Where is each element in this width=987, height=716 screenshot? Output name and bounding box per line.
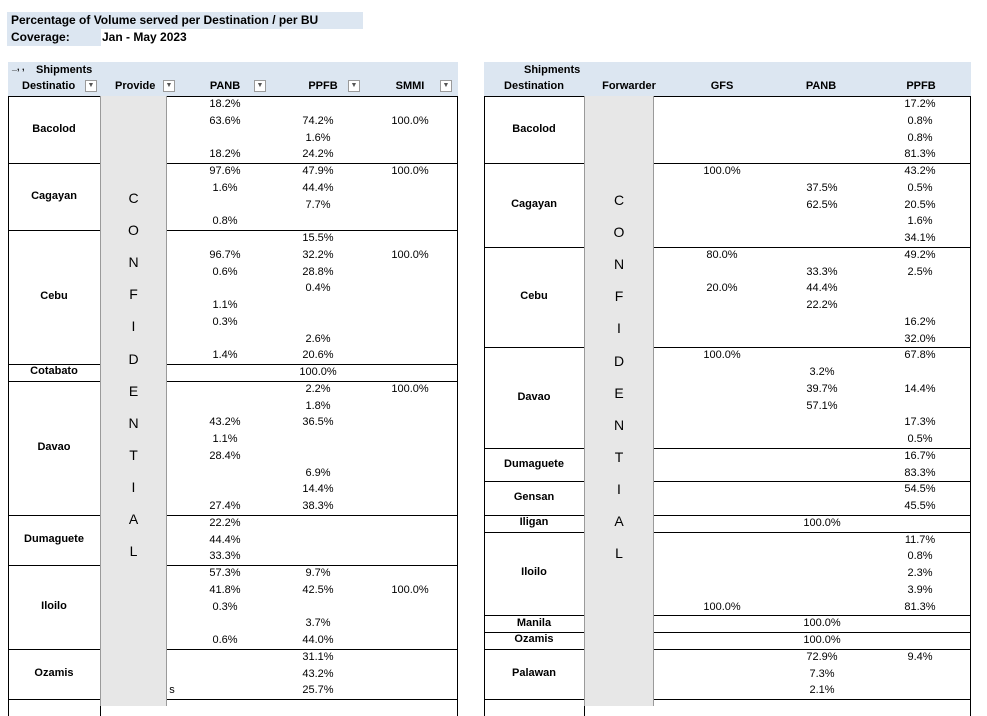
percentage-value: 0.4% (305, 282, 331, 295)
percentage-value: 0.8% (907, 114, 933, 127)
destination-label: Iloilo (521, 566, 547, 579)
group-divider (8, 649, 458, 650)
percentage-value: 36.5% (302, 416, 334, 429)
destination-label: Davao (37, 440, 71, 453)
destination-label: Cebu (40, 290, 68, 302)
percentage-value: 2.3% (907, 567, 933, 579)
percentage-value: 11.7% (904, 533, 936, 546)
percentage-value: 2.2% (305, 382, 331, 395)
percentage-value: 2.5% (907, 265, 933, 278)
percentage-value: 1.8% (305, 399, 331, 412)
percentage-value: 18.2% (209, 148, 241, 161)
percentage-value: 44.0% (302, 634, 334, 646)
confidential-letter: N (613, 416, 625, 433)
coverage-label: Coverage: (7, 29, 101, 46)
percentage-value: 42.5% (302, 583, 334, 596)
column-header-smmi: SMMI (395, 80, 425, 92)
confidential-letter: I (131, 478, 136, 495)
percentage-value: 81.3% (904, 600, 936, 613)
percentage-value: 7.7% (305, 198, 331, 211)
column-divider (8, 96, 9, 716)
truncated-prefix: _, , (12, 62, 25, 72)
percentage-value: 1.1% (212, 433, 238, 445)
percentage-value: 32.2% (302, 248, 334, 261)
percentage-value: 0.5% (907, 433, 933, 445)
percentage-value: 22.2% (209, 516, 241, 529)
destination-label: Cotabato (30, 365, 78, 378)
confidential-letter: L (129, 543, 138, 560)
confidential-letter: I (617, 320, 621, 337)
percentage-value: 54.5% (904, 483, 936, 496)
percentage-value: 16.7% (904, 449, 936, 462)
destination-label: Bacolod (512, 122, 556, 135)
percentage-value: 7.3% (809, 667, 835, 680)
percentage-value: 100.0% (391, 382, 429, 395)
column-header-provide: Provide (115, 80, 156, 92)
destination-label: Cebu (520, 290, 548, 302)
percentage-value: 43.2% (302, 667, 334, 680)
percentage-value: 80.0% (706, 248, 738, 261)
percentage-value: 43.2% (904, 165, 936, 177)
percentage-value: 74.2% (302, 114, 334, 127)
percentage-value: 14.4% (904, 382, 936, 395)
percentage-value: 0.3% (212, 600, 238, 613)
percentage-value: 1.1% (212, 299, 238, 311)
percentage-value: 27.4% (209, 500, 241, 512)
column-divider (457, 96, 458, 716)
percentage-value: 72.9% (806, 650, 838, 663)
confidential-letter: N (128, 254, 139, 271)
confidential-letter: D (613, 352, 625, 369)
percentage-value: 0.8% (212, 215, 238, 228)
percentage-value: 31.1% (302, 650, 334, 663)
confidential-letter: O (613, 224, 625, 241)
percentage-value: 100.0% (703, 165, 741, 177)
destination-label: Dumaguete (24, 532, 84, 545)
percentage-value: 100.0% (703, 349, 741, 362)
percentage-value: 25.7% (302, 684, 334, 697)
percentage-value: 33.3% (806, 265, 838, 278)
filter-dropdown-icon[interactable]: ▼ (254, 80, 266, 92)
confidential-letter: N (613, 256, 625, 273)
confidential-letter: A (128, 511, 139, 527)
confidential-letter: N (128, 414, 139, 431)
coverage-value: Jan - May 2023 (102, 30, 187, 44)
percentage-value: 3.2% (809, 366, 835, 378)
percentage-value: 9.7% (305, 567, 331, 579)
percentage-value: 0.8% (907, 550, 933, 563)
confidential-letter: O (128, 222, 139, 239)
left-pivot-table (8, 62, 458, 716)
percentage-value: 15.5% (302, 232, 334, 244)
percentage-value: 44.4% (806, 282, 838, 295)
percentage-value: 6.9% (305, 466, 331, 479)
destination-label: Ozamis (514, 633, 554, 646)
destination-label: Iloilo (41, 599, 67, 612)
destination-label: Dumaguete (504, 457, 564, 470)
column-header-forwarder: Forwarder (602, 80, 656, 92)
column-header-destination: Destination (504, 80, 564, 92)
destination-label: Iligan (519, 516, 549, 529)
percentage-value: 63.6% (209, 114, 241, 127)
percentage-value: 33.3% (209, 550, 241, 563)
column-divider (970, 96, 971, 716)
confidential-letter: T (614, 448, 624, 465)
percentage-value: 100.0% (391, 248, 429, 261)
confidential-letter: E (128, 382, 139, 399)
percentage-value: 100.0% (391, 165, 429, 177)
destination-label: Bacolod (32, 122, 76, 135)
column-header-ppfb: PPFB (308, 80, 338, 92)
percentage-value: 22.2% (806, 299, 838, 311)
percentage-value: 57.3% (209, 567, 241, 579)
confidential-letter: T (129, 446, 138, 463)
destination-label: Gensan (513, 491, 555, 503)
percentage-value: 17.2% (904, 98, 936, 110)
confidential-letter: F (614, 288, 624, 305)
confidential-overlay (584, 96, 654, 706)
percentage-value: 1.4% (212, 349, 238, 362)
percentage-value: 44.4% (302, 181, 334, 194)
percentage-value: 20.5% (904, 198, 936, 211)
filter-dropdown-icon[interactable]: ▼ (440, 80, 452, 92)
column-header-destinatio: Destinatio (22, 80, 76, 92)
percentage-value: 39.7% (806, 382, 838, 395)
percentage-value: 34.1% (904, 232, 936, 244)
percentage-value: 32.0% (904, 332, 936, 345)
destination-label: Palawan (511, 666, 557, 679)
percentage-value: 81.3% (904, 148, 936, 161)
confidential-letter: D (128, 350, 139, 367)
percentage-value: 100.0% (803, 617, 841, 630)
percentage-value: 47.9% (302, 165, 334, 177)
group-divider (8, 230, 458, 231)
filter-dropdown-icon[interactable]: ▼ (348, 80, 360, 92)
confidential-letter: I (617, 480, 621, 497)
report-title: Percentage of Volume served per Destination / per BU (7, 12, 363, 29)
percentage-value: 67.8% (904, 349, 936, 362)
percentage-value: 100.0% (803, 634, 841, 646)
percentage-value: 1.6% (212, 181, 238, 194)
percentage-value: 41.8% (209, 583, 241, 596)
destination-label: Ozamis (34, 666, 74, 679)
group-divider (8, 699, 458, 700)
percentage-value: 20.6% (302, 349, 334, 362)
group-divider (484, 699, 971, 700)
percentage-value: 0.3% (212, 315, 238, 328)
percentage-value: 0.5% (907, 181, 933, 194)
percentage-value: 83.3% (904, 466, 936, 479)
confidential-letter: L (615, 545, 623, 562)
percentage-value: 100.0% (391, 583, 429, 596)
percentage-value: 100.0% (803, 516, 841, 529)
column-header-panb: PANB (209, 80, 241, 92)
percentage-value: 2.6% (305, 332, 331, 345)
percentage-value: 28.4% (209, 449, 241, 462)
percentage-value: 43.2% (209, 416, 241, 429)
percentage-value: 24.2% (302, 148, 334, 161)
percentage-value: 0.8% (907, 131, 933, 144)
percentage-value: 97.6% (209, 165, 241, 177)
percentage-value: 100.0% (299, 366, 337, 378)
percentage-value: 1.6% (305, 131, 331, 144)
confidential-letter: F (129, 286, 138, 303)
percentage-value: 14.4% (302, 483, 334, 496)
percentage-value: 28.8% (302, 265, 334, 278)
column-divider (484, 96, 485, 716)
column-header-panb: PANB (805, 80, 837, 92)
percentage-value: 49.2% (904, 248, 936, 261)
percentage-value: 100.0% (703, 600, 741, 613)
right-pivot-table (484, 62, 971, 716)
confidential-letter: C (128, 190, 139, 206)
percentage-value: 3.9% (907, 583, 933, 596)
shipments-group-label: Shipments (36, 64, 93, 76)
confidential-letter: A (614, 513, 624, 529)
percentage-value: 1.6% (907, 215, 933, 228)
percentage-value: 2.1% (809, 684, 835, 697)
percentage-value: 20.0% (706, 282, 738, 295)
confidential-overlay (100, 96, 167, 706)
percentage-value: 3.7% (305, 617, 331, 630)
percentage-value: 100.0% (391, 114, 429, 127)
percentage-value: 38.3% (302, 500, 334, 512)
filter-dropdown-icon[interactable]: ▼ (85, 80, 97, 92)
shipments-group-label: Shipments (524, 64, 581, 76)
percentage-value: 45.5% (904, 500, 936, 512)
destination-label: Cagayan (31, 189, 77, 202)
confidential-letter: C (613, 192, 625, 208)
destination-label: Davao (517, 390, 551, 403)
confidential-letter: I (131, 318, 136, 335)
percentage-value: 17.3% (904, 416, 936, 429)
percentage-value: 37.5% (806, 181, 838, 194)
column-header-gfs: GFS (710, 80, 734, 92)
destination-label: Cagayan (511, 197, 557, 210)
destination-label: Manila (516, 616, 552, 629)
percentage-value: 44.4% (209, 533, 241, 546)
filter-dropdown-icon[interactable]: ▼ (163, 80, 175, 92)
percentage-value: 9.4% (907, 650, 933, 663)
percentage-value: 57.1% (806, 399, 838, 412)
percentage-value: 0.6% (212, 634, 238, 646)
percentage-value: 16.2% (904, 315, 936, 328)
percentage-value: 0.6% (212, 265, 238, 278)
percentage-value: 62.5% (806, 198, 838, 211)
stray-text-fragment: s (169, 684, 175, 697)
column-header-ppfb: PPFB (906, 80, 936, 92)
percentage-value: 18.2% (209, 98, 241, 110)
confidential-letter: E (614, 384, 624, 401)
percentage-value: 96.7% (209, 248, 241, 261)
